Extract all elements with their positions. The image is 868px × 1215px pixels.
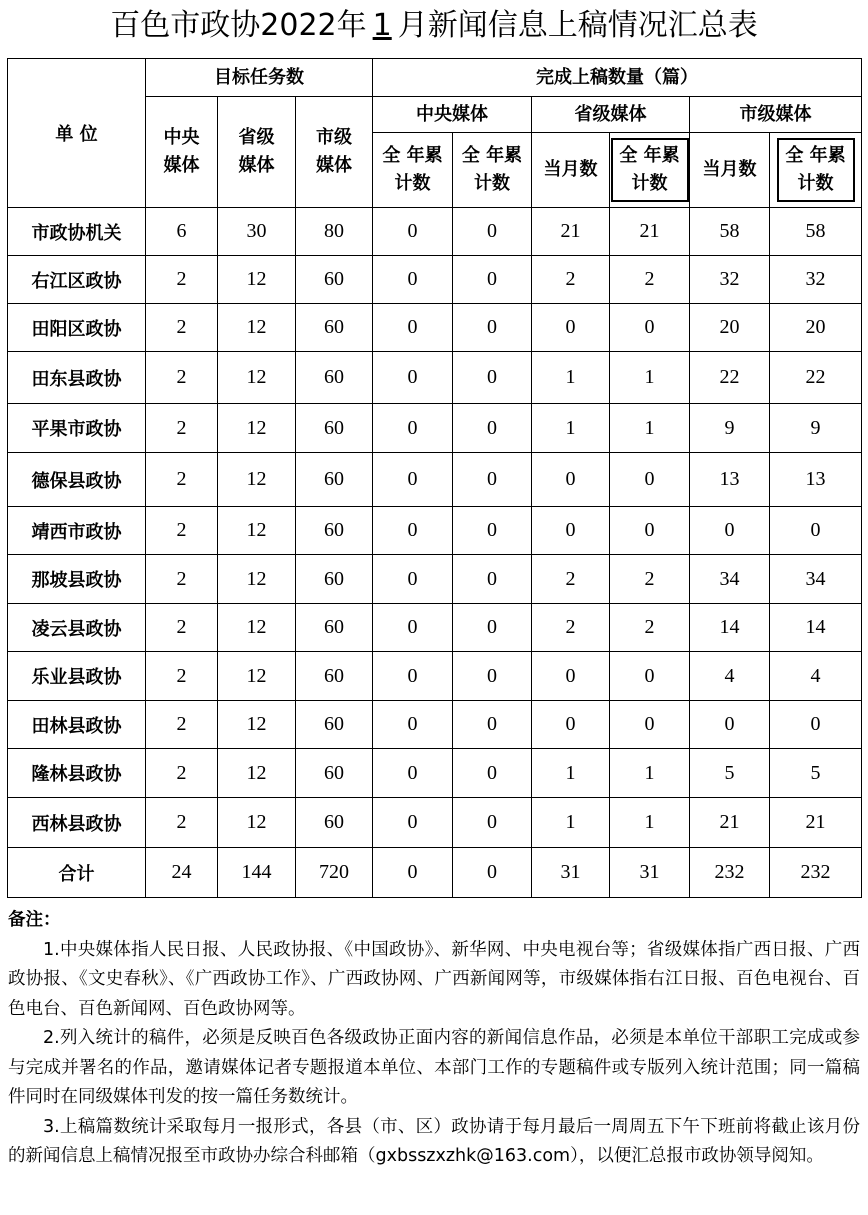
row-value-cell: 1: [532, 798, 610, 848]
row-value-cell: 144: [218, 848, 296, 898]
row-value-cell: 30: [218, 208, 296, 256]
note-3: 3.上稿篇数统计采取每月一报形式，各县（市、区）政协请于每月最后一周周五下午下班前将截止该月份的新闻信息上稿情况报至市政协办综合科邮箱（gxbsszxzhk@163.com），以便汇总报市政协领导阅知。: [8, 1116, 860, 1166]
row-value-cell: 12: [218, 256, 296, 304]
row-value-cell: 2: [146, 256, 218, 304]
row-unit-cell: 凌云县政协: [8, 604, 146, 652]
row-value-cell: 9: [690, 404, 770, 453]
row-value-cell: 2: [146, 453, 218, 507]
row-value-cell: 80: [296, 208, 373, 256]
header-target-provincial: 省级媒体: [218, 97, 296, 208]
page-title: [0, 4, 868, 48]
row-value-cell: 2: [146, 701, 218, 749]
row-value-cell: 12: [218, 453, 296, 507]
row-unit-cell: 乐业县政协: [8, 652, 146, 701]
row-value-cell: 0: [610, 507, 690, 555]
row-value-cell: 24: [146, 848, 218, 898]
header-central-annual: 全 年累计数: [373, 133, 453, 208]
row-value-cell: 0: [453, 652, 532, 701]
title-prefix: 百色市政协2022年: [110, 8, 367, 43]
row-value-cell: 12: [218, 404, 296, 453]
row-value-cell: 0: [532, 701, 610, 749]
title-suffix: 月新闻信息上稿情况汇总表: [397, 8, 758, 43]
row-value-cell: 0: [610, 701, 690, 749]
row-value-cell: 720: [296, 848, 373, 898]
row-value-cell: 0: [453, 798, 532, 848]
row-value-cell: 22: [770, 352, 862, 404]
row-unit-cell: 靖西市政协: [8, 507, 146, 555]
row-value-cell: 2: [532, 256, 610, 304]
row-value-cell: 0: [453, 256, 532, 304]
row-value-cell: 31: [532, 848, 610, 898]
row-value-cell: 0: [453, 848, 532, 898]
table-row: [8, 604, 862, 652]
row-value-cell: 0: [453, 507, 532, 555]
row-value-cell: 20: [690, 304, 770, 352]
row-value-cell: 0: [610, 304, 690, 352]
summary-table: [7, 58, 862, 898]
row-value-cell: 12: [218, 304, 296, 352]
row-unit-cell: 田东县政协: [8, 352, 146, 404]
header-city-annual: 全 年累计数: [770, 133, 862, 208]
row-value-cell: 60: [296, 404, 373, 453]
row-unit-cell: 市政协机关: [8, 208, 146, 256]
row-value-cell: 0: [373, 208, 453, 256]
row-value-cell: 21: [610, 208, 690, 256]
table-row: [8, 749, 862, 798]
row-unit-cell: 平果市政协: [8, 404, 146, 453]
row-value-cell: 2: [610, 256, 690, 304]
row-value-cell: 0: [610, 652, 690, 701]
notes-heading: 备注：: [8, 910, 61, 930]
table-row: [8, 798, 862, 848]
table-row: [8, 652, 862, 701]
row-value-cell: 0: [453, 453, 532, 507]
row-value-cell: 34: [770, 555, 862, 604]
row-value-cell: 2: [146, 798, 218, 848]
row-unit-cell: 右江区政协: [8, 256, 146, 304]
row-value-cell: 12: [218, 507, 296, 555]
row-value-cell: 0: [453, 749, 532, 798]
table-row: [8, 701, 862, 749]
row-value-cell: 0: [690, 701, 770, 749]
row-value-cell: 2: [532, 555, 610, 604]
row-unit-cell: 田阳区政协: [8, 304, 146, 352]
note-2: 2.列入统计的稿件，必须是反映百色各级政协正面内容的新闻信息作品，必须是本单位干部职工完成或参与完成并署名的作品，邀请媒体记者专题报道本单位、本部门工作的专题稿件或专版列入统计范围；同一篇稿件同时在同级媒体刊发的按一篇任务数统计。: [8, 1028, 860, 1107]
row-value-cell: 0: [453, 208, 532, 256]
row-value-cell: 5: [690, 749, 770, 798]
row-value-cell: 0: [373, 652, 453, 701]
row-value-cell: 4: [770, 652, 862, 701]
row-value-cell: 0: [373, 798, 453, 848]
row-value-cell: 2: [146, 749, 218, 798]
header-target-city: 市级媒体: [296, 97, 373, 208]
row-value-cell: 13: [770, 453, 862, 507]
row-value-cell: 2: [146, 304, 218, 352]
table-row: [8, 507, 862, 555]
row-value-cell: 12: [218, 652, 296, 701]
row-value-cell: 6: [146, 208, 218, 256]
row-value-cell: 60: [296, 604, 373, 652]
row-value-cell: 0: [453, 352, 532, 404]
row-value-cell: 20: [770, 304, 862, 352]
row-value-cell: 0: [453, 555, 532, 604]
row-value-cell: 60: [296, 555, 373, 604]
row-value-cell: 0: [373, 749, 453, 798]
header-central-media: 中央媒体: [373, 97, 532, 133]
row-value-cell: 60: [296, 798, 373, 848]
note-1: 1.中央媒体指人民日报、人民政协报、《中国政协》、新华网、中央电视台等；省级媒体指广西日报、广西政协报、《文史春秋》、《广西政协工作》、广西政协网、广西新闻网等，市级媒体指右江日报、百色电视台、百色电台、百色新闻网、百色政协网等。: [8, 939, 860, 1019]
row-value-cell: 2: [532, 604, 610, 652]
row-value-cell: 0: [453, 404, 532, 453]
row-unit-cell: 德保县政协: [8, 453, 146, 507]
header-provincial-annual: 全 年累计数: [610, 133, 690, 208]
row-value-cell: 0: [610, 453, 690, 507]
row-value-cell: 21: [532, 208, 610, 256]
row-value-cell: 1: [532, 352, 610, 404]
row-value-cell: 2: [146, 604, 218, 652]
row-unit-cell: 隆林县政协: [8, 749, 146, 798]
row-value-cell: 0: [373, 701, 453, 749]
row-value-cell: 232: [690, 848, 770, 898]
row-value-cell: 14: [770, 604, 862, 652]
row-value-cell: 12: [218, 604, 296, 652]
row-value-cell: 0: [532, 507, 610, 555]
row-value-cell: 60: [296, 652, 373, 701]
row-value-cell: 5: [770, 749, 862, 798]
row-value-cell: 9: [770, 404, 862, 453]
row-value-cell: 0: [453, 604, 532, 652]
row-value-cell: 60: [296, 749, 373, 798]
row-value-cell: 31: [610, 848, 690, 898]
table-row: [8, 208, 862, 256]
header-provincial-monthly: 当月数: [532, 133, 610, 208]
row-value-cell: 13: [690, 453, 770, 507]
row-value-cell: 14: [690, 604, 770, 652]
header-city-monthly: 当月数: [690, 133, 770, 208]
row-value-cell: 32: [770, 256, 862, 304]
row-value-cell: 1: [610, 749, 690, 798]
row-value-cell: 2: [146, 404, 218, 453]
row-value-cell: 2: [146, 507, 218, 555]
header-city-media: 市级媒体: [690, 97, 862, 133]
row-value-cell: 0: [532, 652, 610, 701]
row-value-cell: 0: [690, 507, 770, 555]
row-value-cell: 12: [218, 749, 296, 798]
row-value-cell: 60: [296, 304, 373, 352]
table-row: [8, 404, 862, 453]
header-provincial-media: 省级媒体: [532, 97, 690, 133]
row-value-cell: 60: [296, 701, 373, 749]
row-value-cell: 21: [770, 798, 862, 848]
header-target-central: 中央媒体: [146, 97, 218, 208]
row-value-cell: 0: [373, 256, 453, 304]
row-unit-cell: 合计: [8, 848, 146, 898]
row-value-cell: 232: [770, 848, 862, 898]
row-value-cell: 4: [690, 652, 770, 701]
row-value-cell: 60: [296, 507, 373, 555]
row-value-cell: 0: [373, 604, 453, 652]
row-value-cell: 58: [770, 208, 862, 256]
table-row: [8, 256, 862, 304]
row-value-cell: 0: [770, 507, 862, 555]
header-target: 目标任务数: [146, 59, 373, 97]
row-value-cell: 60: [296, 256, 373, 304]
row-value-cell: 2: [610, 555, 690, 604]
row-value-cell: 0: [453, 304, 532, 352]
row-value-cell: 0: [373, 555, 453, 604]
notes-section: [8, 906, 860, 1172]
row-value-cell: 58: [690, 208, 770, 256]
row-value-cell: 0: [373, 848, 453, 898]
row-value-cell: 0: [373, 404, 453, 453]
table-row: [8, 453, 862, 507]
row-value-cell: 21: [690, 798, 770, 848]
header-completed: 完成上稿数量（篇）: [373, 59, 862, 97]
row-value-cell: 1: [610, 404, 690, 453]
row-value-cell: 1: [532, 404, 610, 453]
row-unit-cell: 那坡县政协: [8, 555, 146, 604]
header-unit: 单 位: [8, 59, 146, 208]
row-value-cell: 0: [373, 352, 453, 404]
table-row: [8, 555, 862, 604]
row-value-cell: 0: [532, 304, 610, 352]
row-value-cell: 2: [146, 652, 218, 701]
row-value-cell: 12: [218, 701, 296, 749]
row-value-cell: 2: [146, 352, 218, 404]
row-value-cell: 1: [610, 798, 690, 848]
row-value-cell: 1: [610, 352, 690, 404]
table-row: [8, 304, 862, 352]
table-row: [8, 848, 862, 898]
row-value-cell: 12: [218, 798, 296, 848]
row-value-cell: 60: [296, 453, 373, 507]
header-central-annual-2: 全 年累计数: [453, 133, 532, 208]
row-unit-cell: 西林县政协: [8, 798, 146, 848]
row-value-cell: 12: [218, 555, 296, 604]
row-value-cell: 0: [532, 453, 610, 507]
row-value-cell: 60: [296, 352, 373, 404]
row-value-cell: 1: [532, 749, 610, 798]
row-value-cell: 2: [610, 604, 690, 652]
row-value-cell: 0: [373, 304, 453, 352]
row-value-cell: 22: [690, 352, 770, 404]
table-row: [8, 352, 862, 404]
row-unit-cell: 田林县政协: [8, 701, 146, 749]
row-value-cell: 0: [453, 701, 532, 749]
row-value-cell: 2: [146, 555, 218, 604]
row-value-cell: 0: [373, 453, 453, 507]
row-value-cell: 34: [690, 555, 770, 604]
row-value-cell: 32: [690, 256, 770, 304]
row-value-cell: 12: [218, 352, 296, 404]
title-month: 1: [372, 8, 392, 43]
row-value-cell: 0: [373, 507, 453, 555]
row-value-cell: 0: [770, 701, 862, 749]
